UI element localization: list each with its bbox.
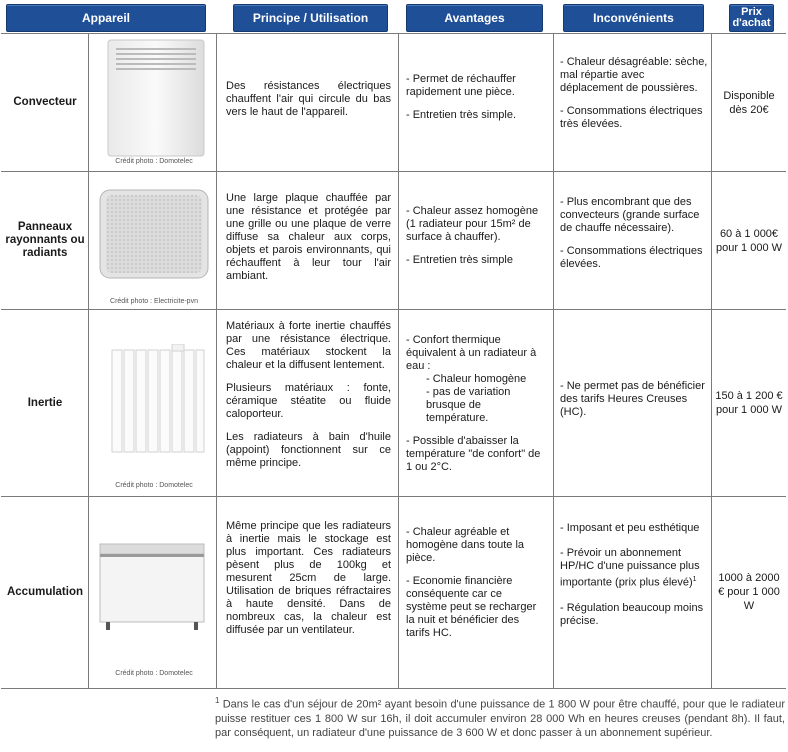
inconvenient-text: - Consommations électriques très élevées. bbox=[560, 105, 703, 130]
principe-text: Des résistances électriques chauffent l'air qui circule du bas vers le haut de l'appareil. bbox=[226, 80, 391, 118]
inconvenient-text-main: - Prévoir un abonnement HP/HC d'une puissance plus importante (prix plus élevé) bbox=[560, 547, 700, 589]
footnote bbox=[215, 694, 785, 740]
avantages-cell bbox=[406, 526, 546, 650]
radiateur-accumulation-image bbox=[96, 540, 208, 632]
inconvenients-cell bbox=[560, 196, 708, 281]
inconvenient-text bbox=[560, 547, 708, 590]
header-label: Inconvénients bbox=[593, 10, 674, 25]
photo-credit: Crédit photo : Electricite-pvn bbox=[110, 298, 198, 305]
principe-cell bbox=[226, 80, 391, 129]
avantage-subitem: - Chaleur homogène bbox=[426, 373, 527, 385]
avantage-text: - Possible d'abaisser la température "de confort" de 1 ou 2°C. bbox=[406, 435, 541, 473]
photo-credit: Crédit photo : Domotelec bbox=[115, 482, 193, 489]
principe-text: Une large plaque chauffée par une résistance et protégée par une grille ou une plaque de verre diffuse sa chaleur aux corps, objets et parois environnants, qui réchauffent à leur tour l'air ambiant. bbox=[226, 192, 391, 282]
principe-text: Même principe que les radiateurs à inertie mais le stockage est plus important. Ces radiateurs pèsent plus de 100kg et mesurent 25cm de large. Utilisation de briques réfractaires à haute densité. Dans de nombreux cas, la chaleur est diffusée par un ventilateur. bbox=[226, 520, 391, 636]
avantages-cell bbox=[406, 205, 546, 277]
header-prix bbox=[729, 4, 774, 32]
prix-cell: 1000 à 2000 € pour 1 000 W bbox=[718, 572, 780, 612]
inconvenient-text: - Imposant et peu esthétique bbox=[560, 522, 700, 534]
inconvenient-text: - Chaleur désagréable: sèche, mal répartie avec déplacement de poussières. bbox=[560, 56, 708, 94]
inconvenients-cell bbox=[560, 56, 708, 141]
avantage-text: - Chaleur agréable et homogène dans toute la pièce. bbox=[406, 526, 525, 564]
header-inconvenients bbox=[563, 4, 704, 32]
photo-credit: Crédit photo : Domotelec bbox=[115, 670, 193, 677]
header-label: Avantages bbox=[444, 10, 505, 25]
header-label: Appareil bbox=[81, 10, 130, 25]
appareil-name: Convecteur bbox=[13, 96, 77, 108]
column-divider bbox=[216, 33, 217, 688]
column-divider bbox=[711, 33, 712, 688]
footnote-text: Dans le cas d'un séjour de 20m² ayant besoin d'une puissance de 1 800 W pour être chauffé, pour que le radiateur puisse restituer ces 1 800 W sur 16h, il doit accumuler environ 28 000 Wh en heures creuses (pendant 8h). Il faut, par conséquent, un radiateur d'une puissance de 3 600 W et donc passer à un abonnement supérieur. bbox=[215, 698, 785, 739]
appareil-name: Inertie bbox=[27, 396, 63, 409]
convecteur-image bbox=[104, 38, 208, 158]
inconvenients-cell bbox=[560, 380, 708, 429]
avantage-text: - Permet de réchauffer rapidement une pièce. bbox=[406, 73, 516, 98]
prix-cell: 60 à 1 000€ pour 1 000 W bbox=[715, 227, 783, 254]
header-appareil bbox=[6, 4, 206, 32]
footnote-mark: 1 bbox=[215, 696, 220, 705]
principe-cell bbox=[226, 320, 391, 480]
principe-text: Les radiateurs à bain d'huile (appoint) fonctionnent sur ce même principe. bbox=[226, 431, 391, 469]
appareil-name: Panneaux rayonnants ou radiants bbox=[5, 221, 85, 259]
column-divider bbox=[553, 33, 554, 688]
avantage-text: - Entretien très simple. bbox=[406, 109, 517, 121]
header-avantages bbox=[406, 4, 543, 32]
avantages-cell bbox=[406, 73, 546, 132]
column-divider bbox=[88, 33, 89, 688]
inconvenient-text: - Ne permet pas de bénéficier des tarifs Heures Creuses (HC). bbox=[560, 380, 705, 418]
principe-text: Plusieurs matériaux : fonte, céramique stéatite ou fluide caloporteur. bbox=[226, 382, 391, 420]
header-principe bbox=[233, 4, 388, 32]
radiateur-inertie-image bbox=[110, 344, 206, 454]
principe-cell bbox=[226, 192, 391, 293]
header-label: Prix d'achat bbox=[732, 6, 771, 29]
header-label: Principe / Utilisation bbox=[252, 10, 369, 25]
avantage-text: - Economie financière conséquente car ce système peut se recharger la nuit et bénéficier des tarifs HC. bbox=[406, 575, 537, 639]
photo-credit: Crédit photo : Domotelec bbox=[115, 158, 193, 165]
prix-cell: 150 à 1 200 € pour 1 000 W bbox=[715, 390, 783, 416]
inconvenient-text: - Régulation beaucoup moins précise. bbox=[560, 601, 704, 627]
avantage-subitem: - pas de variation brusque de température. bbox=[426, 386, 511, 424]
column-divider bbox=[398, 33, 399, 688]
inconvenient-text: - Consommations électriques élevées. bbox=[560, 245, 703, 270]
avantage-text: - Chaleur assez homogène (1 radiateur pour 15m² de surface à chauffer). bbox=[406, 205, 539, 243]
inconvenient-text: - Plus encombrant que des convecteurs (grande surface de chauffe nécessaire). bbox=[560, 196, 700, 234]
avantage-text: - Confort thermique équivalent à un radiateur à eau : bbox=[406, 334, 537, 372]
principe-text: Matériaux à forte inertie chauffés par une résistance électrique. Ces matériaux stockent la chaleur et la diffusent lentement. bbox=[226, 320, 391, 371]
appareil-name: Accumulation bbox=[6, 585, 84, 598]
avantages-cell bbox=[406, 334, 546, 474]
principe-cell bbox=[226, 520, 391, 647]
panneau-rayonnant-image bbox=[98, 186, 210, 282]
prix-cell: Disponible dès 20€ bbox=[723, 89, 775, 116]
footnote-ref: 1 bbox=[692, 576, 697, 583]
inconvenients-cell bbox=[560, 522, 708, 638]
avantage-text: - Entretien très simple bbox=[406, 254, 513, 266]
